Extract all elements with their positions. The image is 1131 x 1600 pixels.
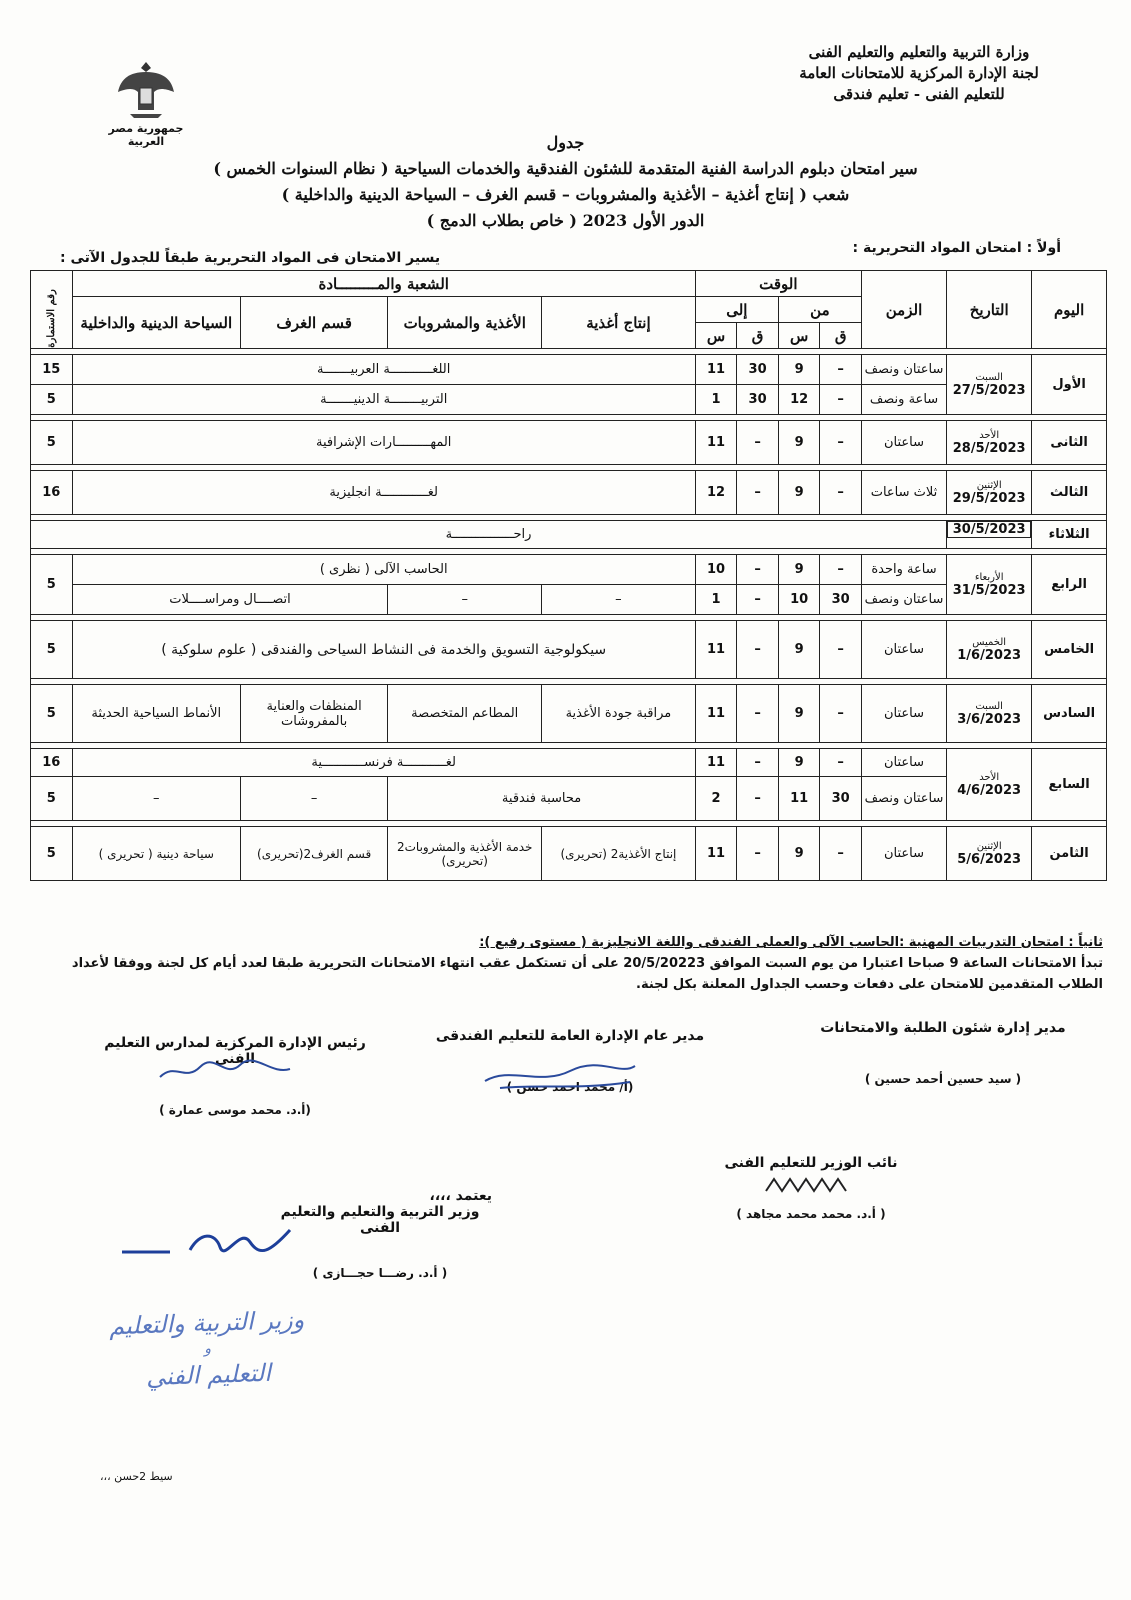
from-s: 9 xyxy=(778,355,820,385)
date-cell: الإثنين 29/5/2023 xyxy=(947,471,1032,515)
signature-scribble xyxy=(761,1171,881,1201)
date-cell: الخميس 1/6/2023 xyxy=(947,621,1032,679)
title-schedule: جدول xyxy=(546,133,585,152)
subject-cell: سيكولوجية التسويق والخدمة فى النشاط السياحى والفندقى ( علوم سلوكية ) xyxy=(72,621,695,679)
day-cell: الخامس xyxy=(1032,621,1107,679)
from-q: – xyxy=(820,471,862,515)
from-q: – xyxy=(820,555,862,585)
to-q: – xyxy=(737,827,779,881)
subject-cell: المطاعم المتخصصة xyxy=(388,685,542,743)
exam-schedule-table xyxy=(30,270,1107,881)
to-q: 30 xyxy=(737,355,779,385)
header-branch-food: إنتاج أغذية xyxy=(542,297,696,349)
stamp-line: وزير التربية والتعليم xyxy=(108,1305,305,1341)
day-cell: الأول xyxy=(1032,355,1107,415)
from-s: 9 xyxy=(778,685,820,743)
header-form: رقم الاستمارة xyxy=(31,271,73,349)
ministry-line: للتعليم الفنى - تعليم فندقى xyxy=(833,85,1005,103)
date-cell: الأربعاء 31/5/2023 xyxy=(947,555,1032,615)
minister-signature-scribble xyxy=(120,1222,300,1262)
date-cell: الأحد 4/6/2023 xyxy=(947,749,1032,821)
duration-cell: ساعتان xyxy=(861,685,946,743)
day-cell: السادس xyxy=(1032,685,1107,743)
subject-cell: المنظفات والعناية بالمفروشات xyxy=(240,685,387,743)
signature-students-affairs xyxy=(803,1020,1083,1086)
subject-cell: لغــــــــــــة انجليزية xyxy=(72,471,695,515)
to-q: – xyxy=(737,421,779,465)
from-s: 9 xyxy=(778,827,820,881)
signature-central-admin xyxy=(85,1035,385,1117)
duration-cell: ساعتان ونصف xyxy=(861,355,946,385)
table-row xyxy=(31,521,1107,549)
day-cell: الثانى xyxy=(1032,421,1107,465)
signature-deputy-minister xyxy=(711,1155,911,1221)
to-q: – xyxy=(737,585,779,615)
header-date: التاريخ xyxy=(947,271,1032,349)
table-row xyxy=(31,585,1107,615)
ministry-header xyxy=(769,42,1069,105)
header-s: س xyxy=(695,323,737,349)
table-row xyxy=(31,385,1107,415)
duration-cell: ساعة واحدة xyxy=(861,555,946,585)
table-row xyxy=(31,685,1107,743)
signature-scribble xyxy=(155,1057,295,1087)
from-s: 12 xyxy=(778,385,820,415)
form-cell: 5 xyxy=(31,827,73,881)
title-line-1: سير امتحان دبلوم الدراسة الفنية المتقدمة للشئون الفندقية والخدمات السياحية ( نظام السنوات الخمس ) xyxy=(213,159,918,178)
duration-cell: ساعتان ونصف xyxy=(861,585,946,615)
from-s: 10 xyxy=(778,585,820,615)
signature-role: مدير عام الإدارة العامة للتعليم الفندقى xyxy=(435,1028,705,1044)
to-q: – xyxy=(737,777,779,821)
from-q: – xyxy=(820,355,862,385)
subject-cell: سياحة دينية ( تحريرى ) xyxy=(72,827,240,881)
duration-cell: ساعتان ونصف xyxy=(861,777,946,821)
from-q: – xyxy=(820,827,862,881)
signature-name: ( أ.د. رضـــا حجـــازى ) xyxy=(312,1266,448,1280)
note-line: الطلاب المتقدمين للامتحان على دفعات وحسب الجداول المعلنة بكل لجنة. xyxy=(636,977,1103,992)
form-cell: 5 xyxy=(31,385,73,415)
header-s: س xyxy=(778,323,820,349)
date-cell: السبت 3/6/2023 xyxy=(947,685,1032,743)
subject-cell: الحاسب الآلى ( نظرى ) xyxy=(72,555,695,585)
from-s: 9 xyxy=(778,421,820,465)
table-row xyxy=(31,555,1107,585)
title-line-3: الدور الأول 2023 ( خاص بطلاب الدمج ) xyxy=(426,211,705,230)
section1-label: أولاً : امتحان المواد التحريرية : xyxy=(852,240,1061,256)
day-cell: الرابع xyxy=(1032,555,1107,615)
subject-cell: اتصــــال ومراســــلات xyxy=(72,585,388,615)
from-s: 11 xyxy=(778,777,820,821)
ministry-line: لجنة الإدارة المركزية للامتحانات العامة xyxy=(799,64,1039,82)
from-q: – xyxy=(820,749,862,777)
from-s: 9 xyxy=(778,749,820,777)
section1-intro: يسير الامتحان فى المواد التحريرية طبقاً للجدول الآتى : xyxy=(60,250,441,266)
form-cell: 5 xyxy=(31,777,73,821)
header-from: من xyxy=(778,297,861,323)
header-to: إلى xyxy=(695,297,778,323)
form-cell: 16 xyxy=(31,471,73,515)
subject-cell: – xyxy=(542,585,696,615)
duration-cell: ساعتان xyxy=(861,421,946,465)
header-q: ق xyxy=(820,323,862,349)
date-cell: 30/5/2023 xyxy=(947,521,1031,538)
subject-cell: الأنماط السياحية الحديثة xyxy=(72,685,240,743)
subject-cell: – xyxy=(240,777,387,821)
from-q: 30 xyxy=(820,777,862,821)
eagle-icon xyxy=(116,58,176,120)
form-cell: 5 xyxy=(31,621,73,679)
subject-cell: خدمة الأغذية والمشروبات2 (تحريرى) xyxy=(388,827,542,881)
from-q: – xyxy=(820,621,862,679)
to-q: – xyxy=(737,685,779,743)
to-s: 11 xyxy=(695,421,737,465)
footer-note: سيط 2حسن ،،، xyxy=(100,1470,173,1483)
to-s: 2 xyxy=(695,777,737,821)
from-q: – xyxy=(820,685,862,743)
day-cell: الثالث xyxy=(1032,471,1107,515)
from-q: – xyxy=(820,385,862,415)
to-s: 11 xyxy=(695,685,737,743)
table-row xyxy=(31,355,1107,385)
from-s: 9 xyxy=(778,621,820,679)
from-q: – xyxy=(820,421,862,465)
to-s: 11 xyxy=(695,355,737,385)
ministry-stamp xyxy=(109,1302,307,1397)
to-s: 12 xyxy=(695,471,737,515)
header-time: الوقت xyxy=(695,271,861,297)
form-cell: 5 xyxy=(31,555,73,615)
approval-label: يعتمد ،،،، xyxy=(429,1188,492,1204)
subject-cell: محاسبة فندقية xyxy=(388,777,695,821)
title-line-2: شعب ( إنتاج أغذية – الأغذية والمشروبات – قسم الغرف – السياحة الدينية والداخلية ) xyxy=(281,185,850,204)
table-row xyxy=(31,621,1107,679)
note-section2: ثانياً : امتحان التدريبات المهنية :الحاسب الآلى والعملى الفندقى واللغة الانجليزية ( مستوى رفيع ): xyxy=(479,935,1103,950)
header-q: ق xyxy=(737,323,779,349)
header-duration: الزمن xyxy=(861,271,946,349)
duration-cell: ساعة ونصف xyxy=(861,385,946,415)
signature-role: وزير التربية والتعليم والتعليم الفنى xyxy=(280,1204,480,1236)
signature-role: رئيس الإدارة المركزية لمدارس التعليم الفنى xyxy=(104,1035,366,1067)
ministry-line: وزارة التربية والتعليم والتعليم الفنى xyxy=(808,43,1030,61)
subject-cell: قسم الغرف2(تحريرى) xyxy=(240,827,387,881)
header-branch-rooms: قسم الغرف xyxy=(240,297,387,349)
from-s: 9 xyxy=(778,471,820,515)
stamp-line: التعليم الفني xyxy=(145,1358,272,1392)
signature-scribble xyxy=(480,1056,640,1096)
to-q: – xyxy=(737,555,779,585)
subject-cell: – xyxy=(72,777,240,821)
duration-cell: ثلاث ساعات xyxy=(861,471,946,515)
to-s: 11 xyxy=(695,621,737,679)
date-cell: الأحد 28/5/2023 xyxy=(947,421,1032,465)
duration-cell: ساعتان xyxy=(861,621,946,679)
to-q: – xyxy=(737,471,779,515)
to-s: 11 xyxy=(695,749,737,777)
stamp-line: و xyxy=(203,1340,212,1358)
to-q: – xyxy=(737,621,779,679)
header-day: اليوم xyxy=(1032,271,1107,349)
signature-role: مدير إدارة شئون الطلبة والامتحانات xyxy=(820,1020,1066,1036)
subject-cell: إنتاج الأغذية2 (تحريرى) xyxy=(542,827,696,881)
day-cell: الثلاثاء xyxy=(1032,521,1107,549)
subject-cell: لغـــــــــــة فرنســـــــــــية xyxy=(72,749,695,777)
signature-name: (أ/ محمد احمد حسن ) xyxy=(506,1080,634,1094)
header-branch: الشعبة والمـــــــــادة xyxy=(72,271,695,297)
header-branch-fnb: الأغذية والمشروبات xyxy=(388,297,542,349)
to-q: – xyxy=(737,749,779,777)
title-block xyxy=(140,130,991,234)
subject-cell: التربيــــــــة الدينيـــــــة xyxy=(72,385,695,415)
table-row xyxy=(31,471,1107,515)
table-row xyxy=(31,421,1107,465)
subject-cell: مراقبة جودة الأغذية xyxy=(542,685,696,743)
signature-name: ( سيد حسين أحمد حسين ) xyxy=(864,1072,1022,1086)
duration-cell: ساعتان xyxy=(861,827,946,881)
from-q: 30 xyxy=(820,585,862,615)
form-cell: 5 xyxy=(31,421,73,465)
duration-cell: ساعتان xyxy=(861,749,946,777)
table-row xyxy=(31,827,1107,881)
to-s: 10 xyxy=(695,555,737,585)
note-line: تبدأ الامتحانات الساعة 9 صباحا اعتبارا من يوم السبت الموافق 20/5/20223 على أن تستكمل عقب انتهاء الامتحانات التحريرية طبقا لعدد أيام كل لجنة ووفقا لأعداد xyxy=(71,956,1103,971)
notes-block xyxy=(28,932,1103,995)
subject-cell: – xyxy=(388,585,542,615)
subject-cell: اللغـــــــــــة العربيـــــــة xyxy=(72,355,695,385)
rest-day-cell: راحــــــــــــــــة xyxy=(31,521,947,549)
emblem-caption: جمهورية مصر العربية xyxy=(108,122,184,148)
table-row xyxy=(31,777,1107,821)
signature-general-director xyxy=(420,1028,720,1094)
signature-name: ( أ.د. محمد محمد مجاهد ) xyxy=(736,1207,886,1221)
day-cell: الثامن xyxy=(1032,827,1107,881)
signature-role: نائب الوزير للتعليم الفنى xyxy=(724,1155,898,1171)
signature-name: (أ.د. محمد موسى عمارة ) xyxy=(159,1103,311,1117)
form-cell: 16 xyxy=(31,749,73,777)
to-s: 1 xyxy=(695,385,737,415)
date-cell: الإثنين 5/6/2023 xyxy=(947,827,1032,881)
subject-cell: المهـــــــــارات الإشرافية xyxy=(72,421,695,465)
day-cell: السابع xyxy=(1032,749,1107,821)
from-s: 9 xyxy=(778,555,820,585)
form-cell: 5 xyxy=(31,685,73,743)
header-branch-tourism: السياحة الدينية والداخلية xyxy=(72,297,240,349)
to-s: 11 xyxy=(695,827,737,881)
date-cell: السبت 27/5/2023 xyxy=(947,355,1032,415)
to-s: 1 xyxy=(695,585,737,615)
form-cell: 15 xyxy=(31,355,73,385)
table-row xyxy=(31,749,1107,777)
to-q: 30 xyxy=(737,385,779,415)
